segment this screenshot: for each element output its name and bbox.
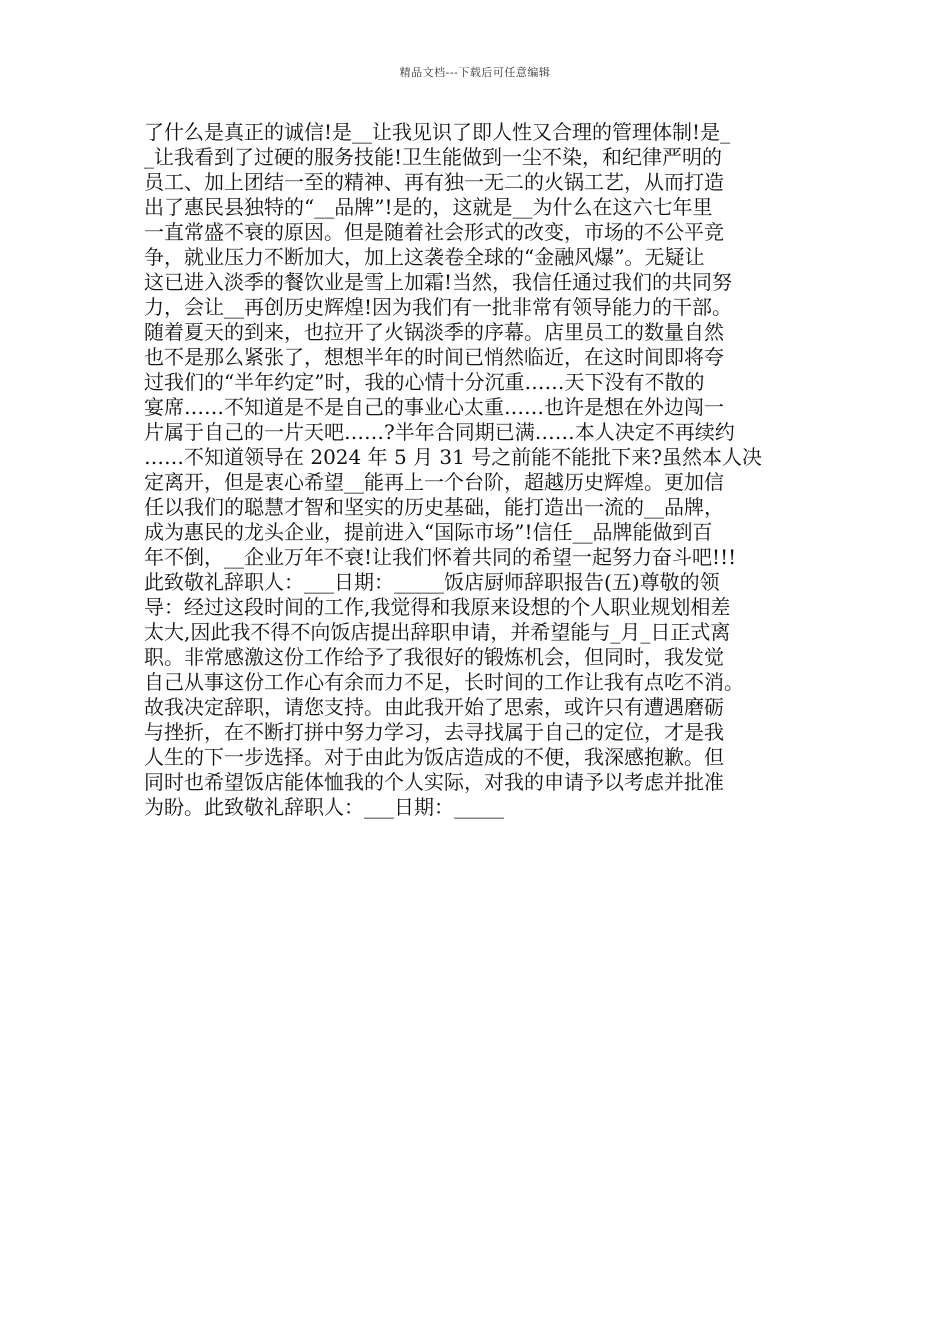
body-line: 导：经过这段时间的工作,我觉得和我原来设想的个人职业规划相差 xyxy=(144,595,731,619)
document-body xyxy=(144,120,820,820)
body-line: 也不是那么紧张了，想想半年的时间已悄然临近，在这时间即将夸 xyxy=(144,345,724,369)
body-line: _让我看到了过硬的服务技能!卫生能做到一尘不染，和纪律严明的 xyxy=(144,145,723,169)
body-line: 同时也希望饭店能体恤我的个人实际，对我的申请予以考虑并批准 xyxy=(144,770,724,794)
body-line: 宴席……不知道是不是自己的事业心太重……也许是想在外边闯一 xyxy=(144,395,724,419)
body-line: 职。非常感激这份工作给予了我很好的锻炼机会，但同时，我发觉 xyxy=(144,645,724,669)
body-line: 年不倒，__企业万年不衰!让我们怀着共同的希望一起努力奋斗吧!!! xyxy=(144,545,737,569)
body-line: 随着夏天的到来，也拉开了火锅淡季的序幕。店里员工的数量自然 xyxy=(144,320,724,344)
body-line: 自己从事这份工作心有余而力不足，长时间的工作让我有点吃不消。 xyxy=(144,670,744,694)
body-line: 人生的下一步选择。对于由此为饭店造成的不便，我深感抱歉。但 xyxy=(144,745,724,769)
body-line: 这已进入淡季的餐饮业是雪上加霜!当然，我信任通过我们的共同努 xyxy=(144,270,733,294)
body-line: 成为惠民的龙头企业，提前进入“国际市场”!信任__品牌能做到百 xyxy=(144,520,713,544)
body-line: 此致敬礼辞职人：___日期：_____饭店厨师辞职报告(五)尊敬的领 xyxy=(144,570,720,594)
body-line: 了什么是真正的诚信!是__让我见识了即人性又合理的管理体制!是_ xyxy=(144,120,731,144)
page-header: 精品文档---下载后可任意编辑 xyxy=(399,66,551,79)
body-line: 力，会让__再创历史辉煌!因为我们有一批非常有领导能力的干部。 xyxy=(144,295,733,319)
body-line: 与挫折，在不断打拼中努力学习，去寻找属于自己的定位，才是我 xyxy=(144,720,724,744)
body-line: 定离开，但是衷心希望__能再上一个台阶，超越历史辉煌。更加信 xyxy=(144,470,724,494)
body-line: 一直常盛不衰的原因。但是随着社会形式的改变，市场的不公平竞 xyxy=(144,220,724,244)
body-line: 为盼。此致敬礼辞职人：___日期：_____ xyxy=(144,795,504,819)
body-line: 片属于自己的一片天吧……?半年合同期已满……本人决定不再续约 xyxy=(144,420,735,444)
body-line: 争，就业压力不断加大，加上这袭卷全球的“金融风爆”。无疑让 xyxy=(144,245,705,269)
body-line: 过我们的“半年约定”时，我的心情十分沉重……天下没有不散的 xyxy=(144,370,705,394)
body-line: 任以我们的聪慧才智和坚实的历史基础，能打造出一流的__品牌， xyxy=(144,495,724,519)
body-line: 故我决定辞职，请您支持。由此我开始了思索，或许只有遭遇磨砺 xyxy=(144,695,724,719)
body-line: 员工、加上团结一至的精神、再有独一无二的火锅工艺，从而打造 xyxy=(144,170,724,194)
body-line: 太大,因此我不得不向饭店提出辞职申请，并希望能与_月_日正式离 xyxy=(144,620,731,644)
body-line: 出了惠民县独特的“__品牌”!是的，这就是__为什么在这六七年里 xyxy=(144,195,713,219)
body-line: ……不知道领导在 2024 年 5 月 31 号之前能不能批下来?虽然本人决 xyxy=(144,445,762,469)
